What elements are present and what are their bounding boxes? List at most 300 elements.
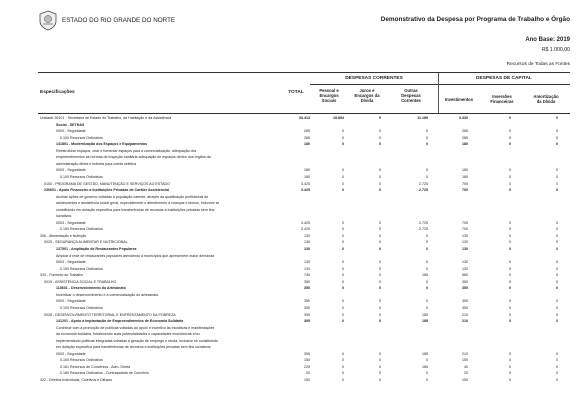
row-value: 2.725 — [419, 220, 428, 225]
row-value: 0 — [556, 378, 558, 382]
row-value: 0 — [379, 371, 381, 376]
row-label: Ampliar a rede de restaurantes populares atendendo a municípios que apresentem maior demanda — [56, 253, 215, 258]
table-row — [38, 182, 570, 186]
col-pessoal-l1: Pessoal e — [319, 88, 339, 93]
row-value: 0 — [379, 247, 381, 251]
row-value: 350 — [304, 279, 310, 284]
table-row — [38, 227, 570, 231]
row-value: 0 — [342, 279, 344, 284]
row-value: 0 — [556, 174, 558, 179]
table-row — [38, 240, 570, 244]
table-row — [38, 123, 570, 127]
row-value: 0 — [379, 220, 381, 225]
col-inversoes — [484, 94, 520, 104]
row-value: 0 — [379, 181, 381, 186]
row-value: 130 — [304, 240, 310, 245]
row-value: 0 — [426, 371, 428, 376]
row-value: 130 — [462, 247, 468, 251]
row-value: 0 — [426, 174, 428, 179]
table-row — [38, 247, 570, 251]
row-label: da economia solidária, fortalecendo suas potencialidades e capacidades econômicas e/ou — [56, 332, 200, 337]
table-row — [38, 319, 570, 323]
row-value: 11.189 — [417, 116, 428, 120]
row-value: 0 — [342, 181, 344, 186]
row-value: 0 — [342, 233, 344, 238]
row-value: 0 — [342, 378, 344, 382]
row-value: 0 — [509, 142, 511, 147]
col-amortizacao — [526, 94, 566, 104]
row-value: 0 — [509, 116, 511, 120]
table-row — [38, 195, 570, 199]
row-value: 3.330 — [459, 116, 468, 120]
row-value: 0 — [379, 319, 381, 324]
table-row — [38, 214, 570, 218]
row-value: 350 — [462, 279, 468, 284]
row-value: 0 — [379, 129, 381, 134]
row-value: 0 — [426, 266, 428, 271]
table-row — [38, 267, 570, 271]
header-rule-bottom — [38, 113, 570, 114]
row-value: 0 — [379, 279, 381, 284]
row-value: 180 — [304, 142, 310, 147]
row-value: 0 — [379, 227, 381, 232]
report-title: Demonstrativo da Despesa por Programa de Trabalho e Órgão — [380, 16, 570, 23]
row-value: 0 — [509, 286, 511, 291]
row-value: 350 — [462, 305, 468, 310]
table-row — [38, 280, 570, 284]
row-label: implementando políticas integradas voltadas à geração de emprego e renda, inclusive se constituindo — [56, 338, 219, 343]
row-label: Contribuir com a promoção de políticas voltadas ao apoio e incentivo às iniciativas e manifestações — [56, 325, 215, 330]
row-value: 0 — [509, 181, 511, 186]
col-pessoal-l3: Sociais — [321, 98, 337, 103]
row-value: 150 — [462, 358, 468, 363]
row-value: 395 — [304, 351, 310, 356]
row-value: 0 — [426, 378, 428, 382]
row-value: 0 — [342, 312, 344, 317]
row-value: 0 — [509, 279, 511, 284]
state-name: ESTADO DO RIO GRANDE DO NORTE — [62, 17, 176, 24]
row-label: 0100 - PROGRAMA DE GESTÃO, MANUTENÇÃO E SERVIÇOS AO ESTADO — [44, 181, 170, 186]
row-value: 0 — [342, 351, 344, 356]
row-value: 0 — [556, 188, 558, 193]
row-value: 0 — [509, 319, 511, 324]
row-value: 0 — [379, 233, 381, 238]
row-value: 0 — [379, 312, 381, 317]
row-value: 0 — [379, 116, 381, 120]
row-value: 0 — [379, 266, 381, 271]
row-value: 0 — [509, 168, 511, 173]
row-value: 0 — [379, 260, 381, 265]
row-value: 20 — [306, 371, 310, 376]
row-value: 130 — [462, 266, 468, 271]
row-value: 0 — [379, 174, 381, 179]
col-pessoal-l2: Encargos — [319, 93, 339, 98]
row-value: 210 — [462, 312, 468, 317]
row-value: 0 — [556, 305, 558, 310]
row-value: 0 — [509, 129, 511, 134]
row-value: 0 — [379, 142, 381, 147]
row-value: 350 — [304, 299, 310, 304]
row-value: 0 — [342, 358, 344, 363]
col-inversoes-l2: Financeiras — [490, 99, 514, 104]
row-value: 0 — [556, 220, 558, 225]
row-value: 180 — [462, 174, 468, 179]
table-row — [38, 358, 570, 362]
table-row — [38, 162, 570, 166]
row-value: 0 — [509, 351, 511, 356]
row-value: 0 — [342, 286, 344, 291]
row-value: 0 — [342, 266, 344, 271]
row-value: 150 — [462, 378, 468, 382]
row-label: 0003 - Seguridade — [56, 299, 86, 304]
row-value: 180 — [462, 142, 468, 147]
row-value: 210 — [462, 319, 468, 324]
col-amort-l1: Amortização — [533, 94, 559, 99]
row-value: 33.413 — [299, 116, 310, 120]
row-value: 265 — [304, 135, 310, 140]
row-value: 0 — [556, 364, 558, 369]
row-value: 0 — [342, 168, 344, 173]
col-outras-l1: Outras — [404, 88, 418, 93]
table-row — [38, 175, 570, 179]
row-label: 0003 - Seguridade — [56, 260, 86, 265]
row-value: 0 — [379, 135, 381, 140]
row-value: 3.425 — [301, 181, 310, 186]
table-row — [38, 208, 570, 212]
base-year: Ano Base: 2019 — [525, 37, 570, 43]
row-value: 0 — [342, 142, 344, 147]
table-row — [38, 313, 570, 317]
row-value: 130 — [462, 233, 468, 238]
row-label: 0019 - ASSISTÊNCIA SOCIAL E TRABALHO — [44, 279, 117, 284]
row-value: 0 — [509, 260, 511, 265]
table-row — [38, 129, 570, 133]
row-value: 350 — [462, 286, 468, 291]
row-label: 0.100 Recursos Ordinários — [60, 305, 103, 310]
row-value: 0 — [379, 364, 381, 369]
row-value: 0 — [556, 286, 558, 291]
row-value: 0 — [426, 168, 428, 173]
table-row — [38, 365, 570, 369]
row-value: 700 — [462, 188, 468, 193]
row-value: 0 — [342, 188, 344, 193]
row-value: 0 — [509, 358, 511, 363]
row-value: 0 — [342, 247, 344, 251]
table-row — [38, 136, 570, 140]
row-value: 0 — [426, 142, 428, 147]
row-value: 0 — [556, 247, 558, 251]
row-label: 334 - Fomento ao Trabalho — [40, 273, 84, 278]
row-value: 3.425 — [301, 220, 310, 225]
row-value: 0 — [509, 247, 511, 251]
row-value: 0 — [509, 273, 511, 278]
row-label: 141201 - Apoio à Implantação de Empreendimentos de Economia Solidária — [56, 319, 184, 324]
row-label: 118601 - Desenvolvimento do Artesanato — [56, 286, 126, 291]
row-value: 185 — [422, 319, 428, 324]
row-value: 0 — [556, 273, 558, 278]
row-label: 0003 - Seguridade — [56, 351, 86, 356]
row-label: 306 - Alimentação e Nutrição — [40, 233, 87, 238]
row-value: 0 — [342, 135, 344, 140]
row-value: 700 — [462, 220, 468, 225]
row-value: 0 — [556, 371, 558, 376]
row-value: 0 — [379, 286, 381, 291]
row-value: 700 — [462, 181, 468, 186]
row-value: 0 — [342, 299, 344, 304]
table-row — [38, 155, 570, 159]
row-value: 130 — [304, 260, 310, 265]
row-value: 0 — [556, 181, 558, 186]
row-value: 0 — [556, 240, 558, 245]
row-value: 0 — [379, 299, 381, 304]
row-value: 0 — [509, 266, 511, 271]
col-outras — [394, 88, 428, 103]
row-value: 0 — [556, 116, 558, 120]
row-value: 0 — [509, 364, 511, 369]
col-juros — [350, 88, 384, 103]
row-value: 20 — [464, 371, 468, 376]
row-value: 185 — [422, 364, 428, 369]
col-inversoes-l1: Inversões — [492, 94, 512, 99]
row-label: 0025 - SEGURANÇA ALIMENTAR E NUTRICIONAL — [44, 240, 128, 245]
row-value: 0 — [556, 312, 558, 317]
row-value: 0 — [379, 240, 381, 245]
row-value: 180 — [462, 168, 468, 173]
row-value: 0 — [342, 220, 344, 225]
row-value: 0 — [379, 378, 381, 382]
row-value: 130 — [462, 260, 468, 265]
row-label: 0.100 Recursos Ordinários — [60, 174, 103, 179]
row-label: lucrativos. — [56, 214, 73, 219]
table-row — [38, 286, 570, 290]
row-value: 185 — [422, 273, 428, 278]
row-value: 265 — [462, 129, 468, 134]
row-value: 0 — [426, 358, 428, 363]
row-value: 0 — [342, 174, 344, 179]
row-label: 0.100 Recursos Ordinários — [60, 135, 103, 140]
row-label: 0003 - Seguridade — [56, 220, 86, 225]
row-value: 0 — [509, 299, 511, 304]
row-label: Reestruturar espaços, criar e fomentar espaços para a comercialização, adequação dos — [56, 148, 197, 153]
state-crest-icon — [38, 10, 58, 31]
row-value: 0 — [426, 286, 428, 291]
row-value: 210 — [462, 351, 468, 356]
col-outras-l2: Despesas — [401, 93, 421, 98]
row-value: 0 — [509, 188, 511, 193]
row-value: 0 — [379, 305, 381, 310]
col-outras-l3: Correntes — [401, 98, 421, 103]
table-row — [38, 352, 570, 356]
row-value: 265 — [304, 129, 310, 134]
row-value: 185 — [422, 351, 428, 356]
table-row — [38, 293, 570, 297]
row-value: 0 — [556, 266, 558, 271]
row-label: administração direta e indireta para coleta seletiva — [56, 161, 137, 166]
table-row — [38, 378, 570, 382]
row-label: 0.100 Recursos Ordinários — [60, 358, 103, 363]
row-label: 0.100 Recursos Ordinários — [60, 266, 103, 271]
row-value: 350 — [304, 305, 310, 310]
row-value: 0 — [509, 135, 511, 140]
row-label: adolescentes e assistência social geral, especialmente o atendimento à crianças e idosos, inclusive se — [56, 201, 220, 206]
row-value: 2.725 — [419, 181, 428, 186]
table-row — [38, 371, 570, 375]
row-value: 700 — [462, 227, 468, 232]
table-row — [38, 188, 570, 192]
col-total: TOTAL — [288, 90, 304, 95]
row-value: 0 — [556, 260, 558, 265]
row-label: Incentivar o desenvolvimento e a comercialização do artesanato. — [56, 292, 160, 297]
row-value: 2.725 — [419, 188, 428, 193]
row-value: 0 — [556, 351, 558, 356]
col-juros-l3: Dívida — [360, 98, 374, 103]
col-juros-l2: Encargos da — [354, 93, 380, 98]
row-value: 0 — [556, 279, 558, 284]
row-value: 0 — [379, 188, 381, 193]
row-value: 130 — [304, 233, 310, 238]
row-value: 0 — [509, 305, 511, 310]
col-pessoal — [314, 88, 344, 103]
row-value: 3.425 — [301, 227, 310, 232]
row-value: 0 — [426, 240, 428, 245]
row-value: 0 — [342, 371, 344, 376]
table-row — [38, 221, 570, 225]
row-value: 0 — [509, 312, 511, 317]
fontes-label: Recursos de Todas as Fontes — [506, 62, 570, 67]
row-value: 0 — [426, 247, 428, 251]
row-value: 0 — [426, 279, 428, 284]
row-label: em dotação específica para transferências de recursos à instituições privadas sem fins lucrativos. — [56, 345, 212, 350]
row-label: 0028 - DESENVOLVIMENTO TERRITORIAL E ENFRENTAMENTO DA POBREZA — [44, 312, 176, 317]
col-juros-l1: Juros e — [359, 88, 375, 93]
row-value: 0 — [556, 227, 558, 232]
row-value: 0 — [556, 233, 558, 238]
table-row — [38, 254, 570, 258]
row-value: 0 — [342, 364, 344, 369]
row-value: 0 — [426, 260, 428, 265]
table-row — [38, 339, 570, 343]
row-label: 0003 - Seguridade — [56, 168, 86, 173]
row-value: 350 — [462, 299, 468, 304]
row-value: 560 — [462, 273, 468, 278]
table-row — [38, 260, 570, 264]
row-value: 745 — [304, 273, 310, 278]
row-value: 265 — [462, 135, 468, 140]
row-value: 18.894 — [333, 116, 344, 120]
row-value: 0 — [342, 273, 344, 278]
currency-unit: R$ 1.000,00 — [541, 47, 570, 53]
table-row — [38, 306, 570, 310]
row-value: 395 — [304, 312, 310, 317]
row-value: 0 — [556, 319, 558, 324]
row-label: 0.100 Recursos Ordinários — [60, 227, 103, 232]
row-value: 180 — [304, 174, 310, 179]
row-value: 0 — [342, 260, 344, 265]
row-label: 0003 - Seguridade — [56, 129, 86, 134]
row-label: 0.180 Recursos Ordinários - Contrapartida de Convênio — [60, 371, 149, 376]
group-correntes: DESPESAS CORRENTES — [345, 76, 403, 81]
row-value: 130 — [304, 266, 310, 271]
row-value: 0 — [556, 299, 558, 304]
table-row — [38, 142, 570, 146]
row-value: 0 — [556, 129, 558, 134]
table-row — [38, 332, 570, 336]
col-investimentos: Investimentos — [444, 97, 474, 102]
row-label: 0.161 Recursos de Convênios - Adm. Direta — [60, 364, 131, 369]
row-value: 0 — [426, 233, 428, 238]
row-value: 2.725 — [419, 227, 428, 232]
row-value: 0 — [342, 129, 344, 134]
row-value: 0 — [556, 168, 558, 173]
row-value: 0 — [379, 273, 381, 278]
row-value: 0 — [379, 351, 381, 356]
col-amort-l2: da Dívida — [536, 99, 556, 104]
row-value: 3.425 — [301, 188, 310, 193]
row-value: 150 — [304, 378, 310, 382]
row-value: 130 — [304, 247, 310, 251]
row-value: 0 — [556, 135, 558, 140]
row-value: 0 — [342, 227, 344, 232]
row-value: 0 — [509, 227, 511, 232]
row-value: 225 — [304, 364, 310, 369]
row-value: 0 — [342, 305, 344, 310]
row-value: 0 — [509, 240, 511, 245]
row-value: 0 — [509, 220, 511, 225]
header-rule-top — [38, 72, 570, 73]
table-row — [38, 168, 570, 172]
row-value: 0 — [426, 305, 428, 310]
row-label: empreendimentos às normas de inspeção sanitária adequação de espaços dentro dos órgãos da — [56, 155, 211, 160]
table-row — [38, 273, 570, 277]
row-value: 0 — [509, 174, 511, 179]
col-especificacoes: Especificações — [40, 90, 75, 95]
row-label: 141801 - Modernização dos Espaços e Equipamentos — [56, 142, 148, 147]
row-value: 0 — [509, 371, 511, 376]
row-value: 185 — [422, 312, 428, 317]
table-row — [38, 234, 570, 238]
row-label: 230601 - Apoio Financeiro a Instituições Privadas de Caráter Assistencial — [44, 188, 169, 193]
table-row — [38, 149, 570, 153]
row-value: 0 — [509, 233, 511, 238]
table-row — [38, 345, 570, 349]
group-capital: DESPESAS DE CAPITAL — [476, 76, 532, 81]
row-value: 40 — [464, 364, 468, 369]
row-value: 0 — [509, 378, 511, 382]
row-label: Social - SETHAS — [56, 122, 85, 127]
row-value: 0 — [426, 135, 428, 140]
row-value: 0 — [556, 358, 558, 363]
row-label: Auxiliar ações de governo voltadas à população carente, através da qualificação profissional de — [56, 194, 209, 199]
row-label: 137501 - Ampliação de Restaurantes Populares — [56, 247, 137, 251]
table-row — [38, 201, 570, 205]
row-label: Unidade 26101 - Secretaria de Estado do Trabalho, da Habitação e da Assistência — [40, 116, 172, 120]
table-row — [38, 326, 570, 330]
row-value: 0 — [379, 168, 381, 173]
row-label: 422 - Direitos Individuais, Coletivos e Difusos — [40, 378, 113, 382]
row-value: 395 — [304, 319, 310, 324]
table-row — [38, 116, 570, 120]
table-row — [38, 299, 570, 303]
row-value: 0 — [556, 142, 558, 147]
row-label: constituindo em dotação específica para transferências de recursos à instituições privadas sem fins — [56, 207, 215, 212]
row-value: 0 — [426, 299, 428, 304]
row-value: 0 — [379, 358, 381, 363]
row-value: 130 — [462, 240, 468, 245]
group-rule — [310, 84, 570, 85]
row-value: 0 — [426, 129, 428, 134]
row-value: 350 — [304, 286, 310, 291]
row-value: 150 — [304, 358, 310, 363]
